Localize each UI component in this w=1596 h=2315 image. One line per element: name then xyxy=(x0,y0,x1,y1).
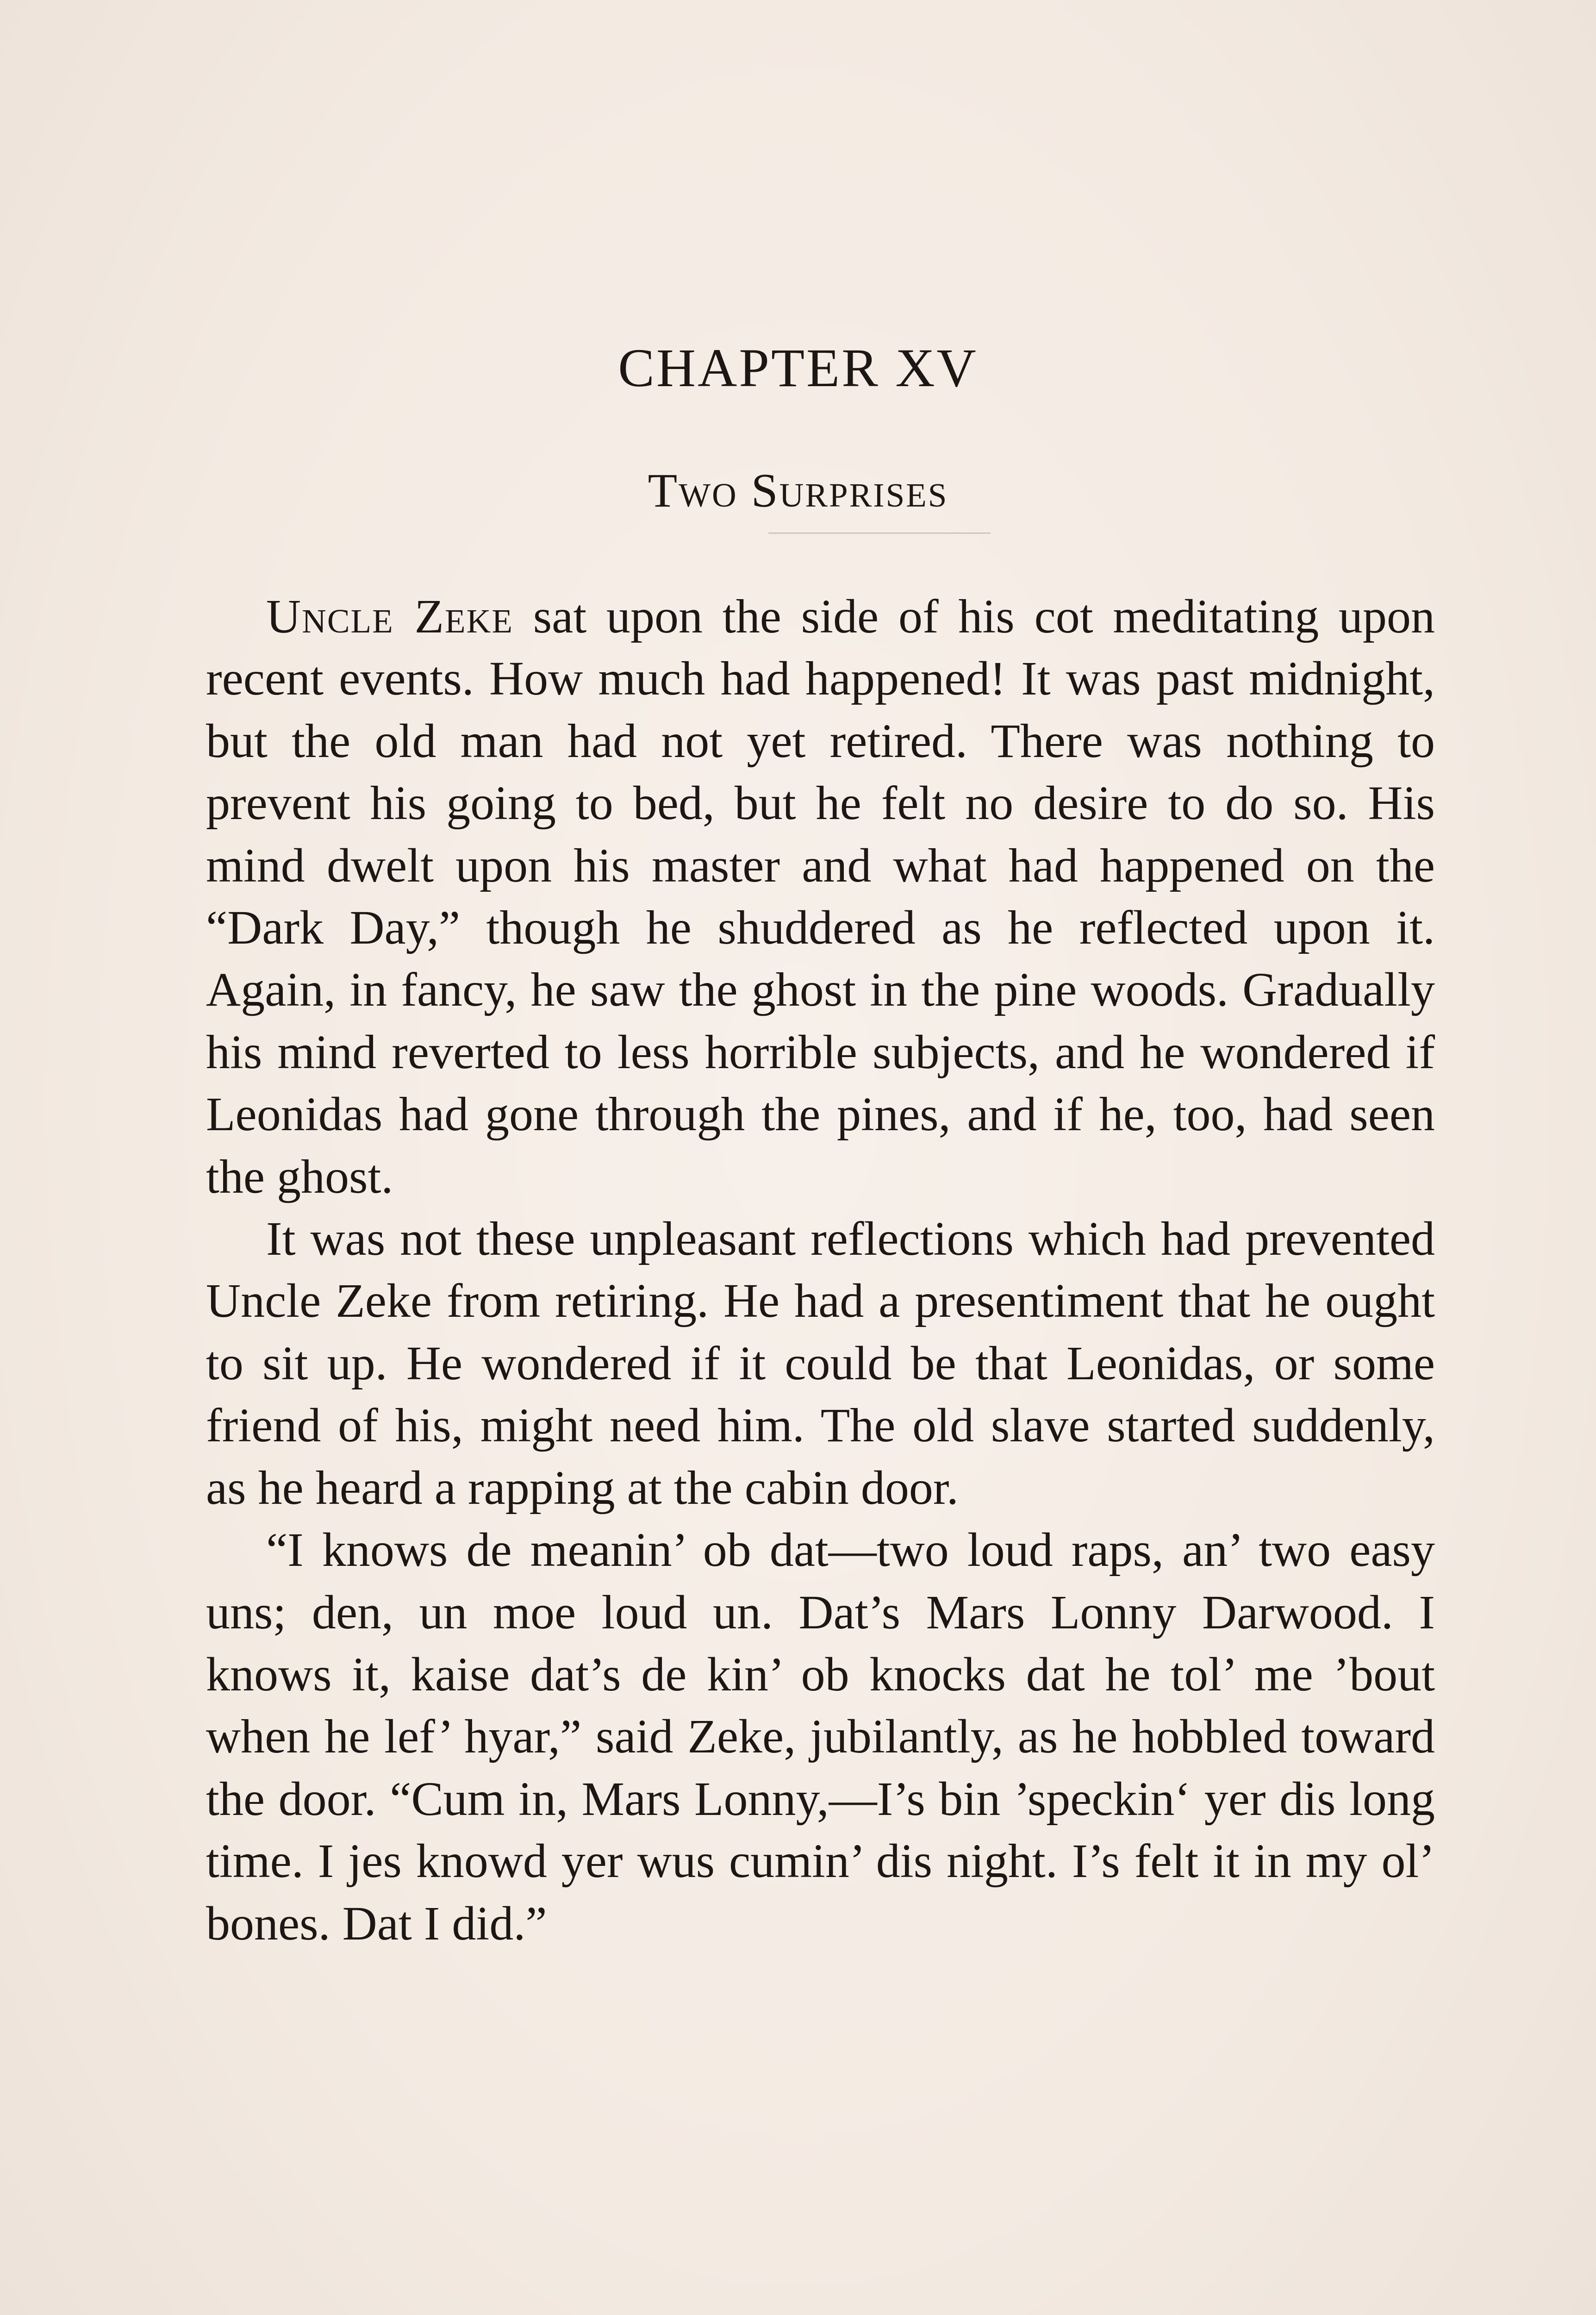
chapter-title: CHAPTER XV xyxy=(618,338,978,398)
paragraph-2: It was not these unpleasant reflections which had prevented Uncle Zeke from retiring. He had a presentiment that he ought to sit up. He wondered if it could be that Leonidas, or some friend of his, might need him. The old slave started suddenly, as he heard a rapping at the cabin door. xyxy=(206,1212,1435,1514)
paragraph-3: “I knows de meanin’ ob dat—two loud raps, an’ two easy uns; den, un moe loud un. Dat’s Mars Lonny Darwood. I knows it, kaise dat’s de kin’ ob knocks dat he tol’ me ’bout when he lef’ hyar,” said Zeke, jubilantly, as he hobbled toward the door. “Cum in, Mars Lonny,—I’s bin ’speckin‘ yer dis long time. I jes knowd yer wus cumin’ dis night. I’s felt it in my ol’ bones. Dat I did.” xyxy=(206,1523,1435,1950)
paragraph-1-text: sat upon the side of his cot meditating upon recent events. How much had happened! It was past midnight, but the old man had not yet retired. There was nothing to prevent his going to bed, but he felt no desire to do so. His mind dwelt upon his master and what had happened on the “Dark Day,” though he shuddered as he reflected upon it. Again, in fancy, he saw the ghost in the pine woods. Gradually his mind reverted to less horrible subjects, and he wondered if Leonidas had gone through the pines, and if he, too, had seen the ghost. xyxy=(206,590,1435,1203)
chapter-body xyxy=(206,586,1435,1955)
paragraph-1-lead: Uncle Zeke xyxy=(266,590,513,643)
chapter-subtitle: Two Surprises xyxy=(648,464,948,517)
subtitle-rule xyxy=(768,532,991,534)
paragraph-1 xyxy=(206,586,1435,1208)
